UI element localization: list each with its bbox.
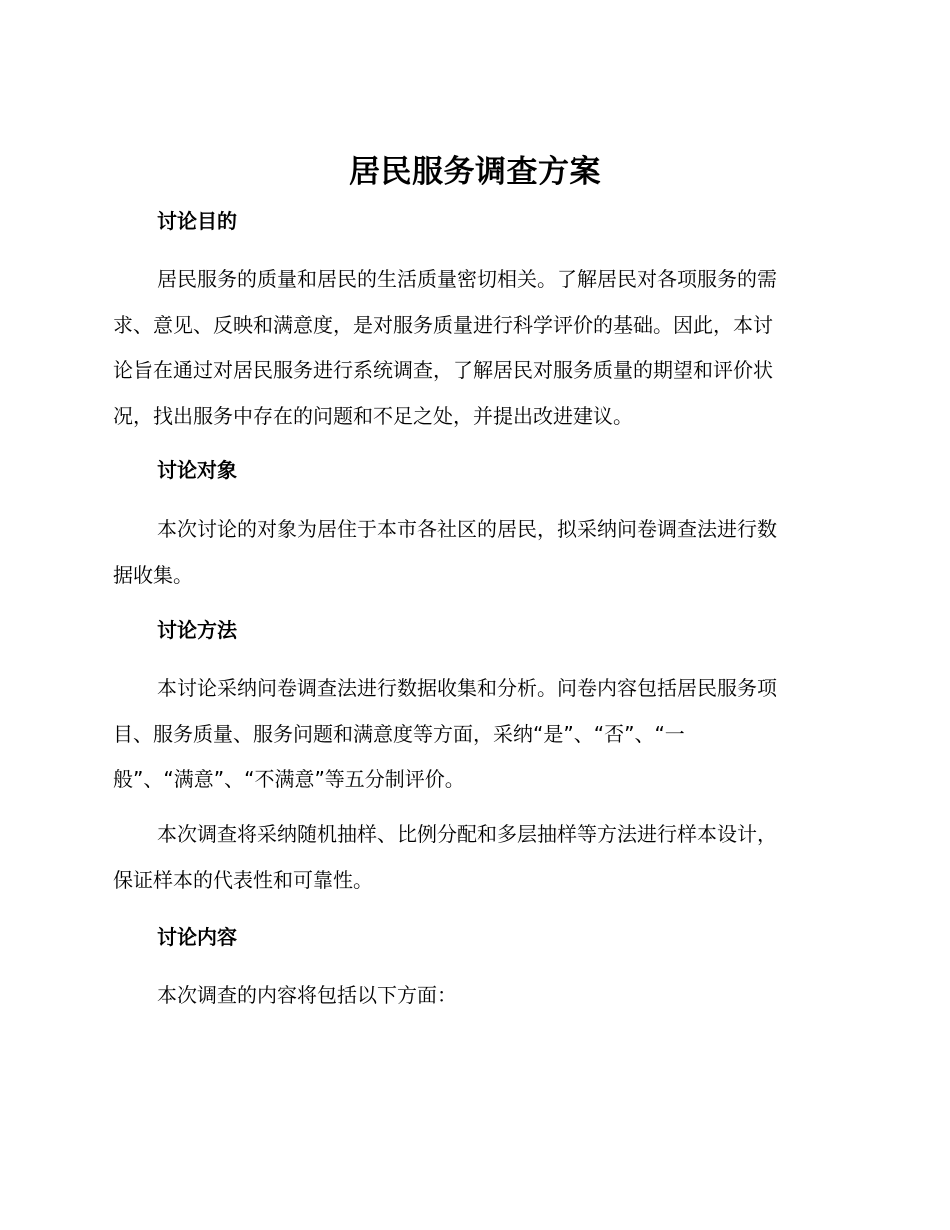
paragraph-line: 本讨论采纳问卷调查法进行数据收集和分析。问卷内容包括居民服务项	[157, 676, 777, 700]
document-title: 居民服务调查方案	[349, 154, 601, 190]
paragraph-line: 居民服务的质量和居民的生活质量密切相关。了解居民对各项服务的需	[157, 267, 777, 291]
paragraph-line: 况，找出服务中存在的问题和不足之处，并提出改进建议。	[113, 403, 633, 428]
paragraph-content	[113, 973, 835, 1019]
paragraph-line: 本次讨论的对象为居住于本市各社区的居民，拟采纳问卷调查法进行数	[157, 517, 777, 541]
paragraph-line: 求、意见、反映和满意度，是对服务质量进行科学评价的基础。因此，本讨	[113, 312, 773, 337]
paragraph-line: 般”、“满意”、“不满意”等五分制评价。	[113, 767, 465, 791]
paragraph-line: 本次调查将采纳随机抽样、比例分配和多层抽样等方法进行样本设计，	[157, 822, 777, 846]
paragraph-line: 保证样本的代表性和可靠性。	[113, 867, 373, 892]
section-heading-method: 讨论方法	[157, 618, 237, 642]
paragraph-line: 论旨在通过对居民服务进行系统调查，了解居民对服务质量的期望和评价状	[113, 358, 773, 382]
paragraph-method-1	[113, 666, 835, 803]
paragraph-line: 据收集。	[113, 562, 193, 587]
paragraph-method-2	[113, 812, 835, 903]
section-heading-content: 讨论内容	[157, 925, 237, 949]
section-heading-subject: 讨论对象	[157, 458, 237, 482]
paragraph-line: 本次调查的内容将包括以下方面：	[157, 983, 457, 1007]
paragraph-purpose	[113, 257, 835, 439]
paragraph-line: 目、服务质量、服务问题和满意度等方面，采纳“是”、“否”、“一	[113, 721, 685, 746]
paragraph-subject	[113, 507, 835, 598]
section-heading-purpose: 讨论目的	[157, 209, 237, 233]
